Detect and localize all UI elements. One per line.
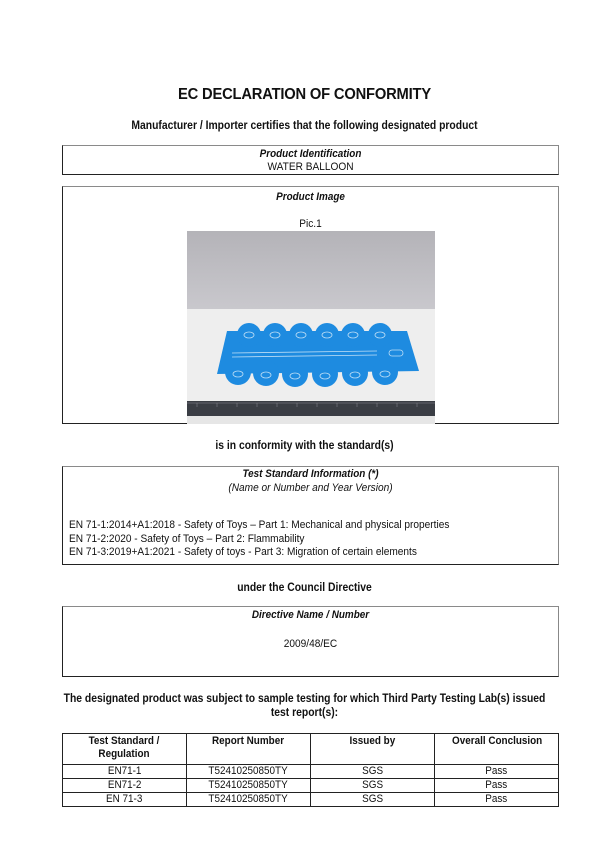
- cell-conclusion: Pass: [435, 793, 559, 807]
- table-row: [63, 765, 559, 779]
- cell-test-standard: EN71-2: [63, 779, 187, 793]
- standard-item: EN 71-3:2019+A1:2021 - Safety of toys - Part 3: Migration of certain elements: [69, 546, 417, 558]
- product-image-box: [62, 186, 559, 424]
- photo-foreground: [187, 416, 435, 424]
- directive-box: [62, 606, 559, 677]
- testing-statement-line2: test report(s):: [270, 707, 339, 719]
- table-row: [63, 793, 559, 807]
- cell-report-number: T52410250850TY: [186, 793, 310, 807]
- directive-statement: under the Council Directive: [237, 582, 372, 594]
- cell-report-number: T52410250850TY: [186, 765, 310, 779]
- product-identification-box: [62, 145, 559, 175]
- test-standard-box: [62, 466, 559, 565]
- cell-issued-by: SGS: [310, 765, 435, 779]
- intro-text: Manufacturer / Importer certifies that the following designated product: [131, 120, 478, 132]
- table-row: [63, 779, 559, 793]
- water-balloon-photo: [187, 231, 435, 424]
- conformity-statement: is in conformity with the standard(s): [215, 440, 394, 452]
- cell-issued-by: SGS: [310, 793, 435, 807]
- directive-number: 2009/48/EC: [283, 638, 338, 650]
- product-identification-heading: Product Identification: [259, 148, 362, 160]
- column-header-issued-by: Issued by: [310, 734, 435, 765]
- cell-conclusion: Pass: [435, 779, 559, 793]
- product-name: WATER BALLOON: [267, 161, 354, 173]
- cell-conclusion: Pass: [435, 765, 559, 779]
- column-header-report-number: Report Number: [186, 734, 310, 765]
- product-image-heading: Product Image: [276, 191, 345, 203]
- test-standard-subheading: (Name or Number and Year Version): [228, 482, 393, 494]
- standards-list: [69, 519, 449, 560]
- photo-wall: [187, 231, 435, 309]
- table-header-row: [63, 734, 559, 765]
- cell-test-standard: EN 71-3: [63, 793, 187, 807]
- test-standard-heading: Test Standard Information (*): [242, 468, 379, 480]
- cell-report-number: T52410250850TY: [186, 779, 310, 793]
- test-reports-table: [62, 733, 559, 807]
- directive-heading: Directive Name / Number: [251, 609, 370, 621]
- standard-item: EN 71-1:2014+A1:2018 - Safety of Toys – Part 1: Mechanical and physical properties: [69, 519, 450, 531]
- column-header-overall-conclusion: Overall Conclusion: [435, 734, 559, 765]
- testing-statement-line1: The designated product was subject to sample testing for which Third Party Testing Lab(s) issued: [63, 693, 546, 705]
- balloon-strip: [217, 323, 419, 387]
- column-header-test-standard: Test Standard / Regulation: [63, 734, 187, 765]
- standard-item: EN 71-2:2020 - Safety of Toys – Part 2: Flammability: [69, 532, 305, 545]
- product-photo: [187, 231, 435, 424]
- cell-issued-by: SGS: [310, 779, 435, 793]
- product-image-caption: Pic.1: [299, 218, 322, 230]
- document-title: EC DECLARATION OF CONFORMITY: [178, 86, 431, 103]
- cell-test-standard: EN71-1: [63, 765, 187, 779]
